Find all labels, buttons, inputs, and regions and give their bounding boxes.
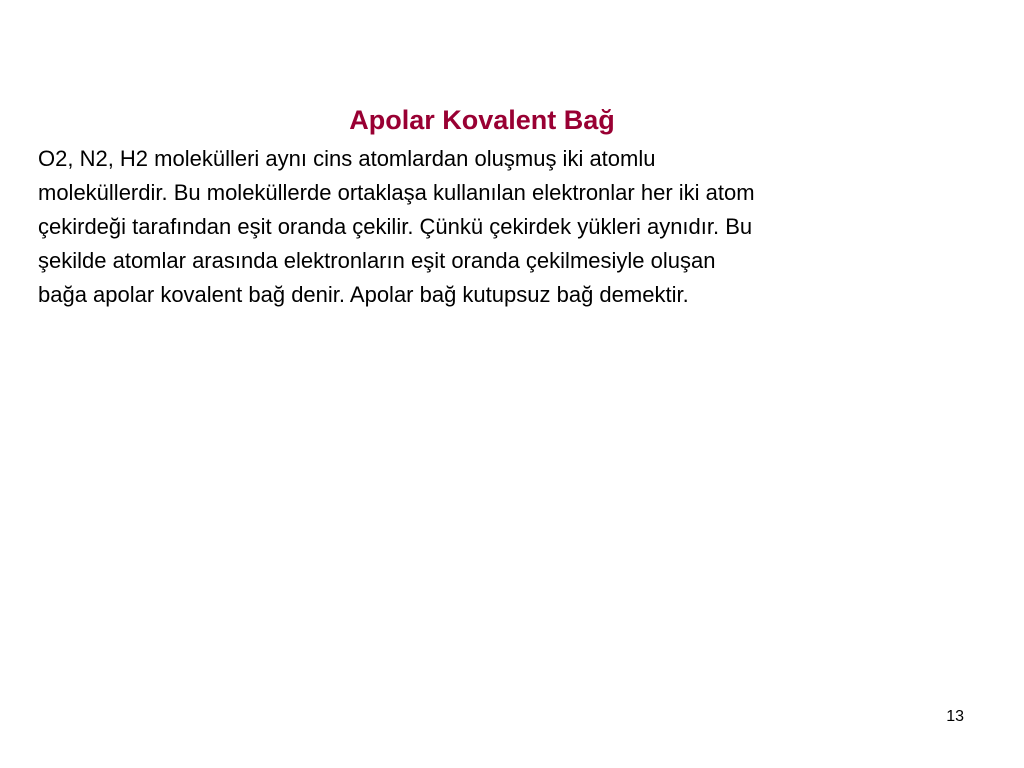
body-line: O2, N2, H2 molekülleri aynı cins atomlardan oluşmuş iki atomlu — [38, 146, 656, 171]
page-number: 13 — [946, 708, 964, 725]
slide-title: Apolar Kovalent Bağ — [349, 105, 615, 135]
slide-body — [38, 142, 978, 312]
body-line: şekilde atomlar arasında elektronların eşit oranda çekilmesiyle oluşan — [38, 248, 716, 273]
body-line: çekirdeği tarafından eşit oranda çekilir. Çünkü çekirdek yükleri aynıdır. Bu — [38, 214, 753, 239]
body-line: moleküllerdir. Bu moleküllerde ortaklaşa kullanılan elektronlar her iki atom — [38, 180, 755, 205]
body-line: bağa apolar kovalent bağ denir. Apolar bağ kutupsuz bağ demektir. — [38, 282, 689, 307]
